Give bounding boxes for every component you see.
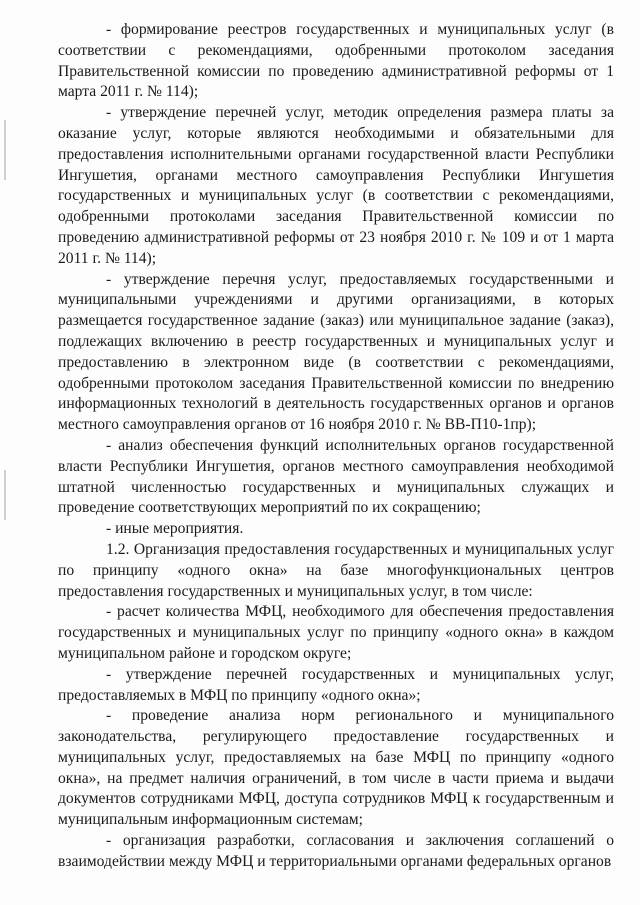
paragraph: - проведение анализа норм регионального и муниципального законодательства, регулирующего предоставление государственных и муниципальных услуг, предоставляемых на базе МФЦ по принципу «одного окна», на предмет наличия ограничений, в том числе в части приема и выдачи документов сотрудниками МФЦ, доступа сотрудников МФЦ к государственным и муниципальным информационным системам; xyxy=(58,707,614,829)
paragraph: - утверждение перечней государственных и муниципальных услуг, предоставляемых в МФЦ по принципу «одного окна»; xyxy=(58,665,614,704)
paragraph: - расчет количества МФЦ, необходимого для обеспечения предоставления государственных и муниципальных услуг по принципу «одного окна» в каждом муниципальном районе и городском округе; xyxy=(58,603,614,662)
paragraph: - утверждение перечня услуг, предоставляемых государственными и муниципальными учреждениями и другими организациями, в которых размещается государственное задание (заказ) или муниципальное задание (заказ), подлежащих включению в реестр государственных и муниципальных услуг и предоставлению в электронном виде (в соответствии с рекомендациями, одобренными протоколом заседания Правительственной комиссии по внедрению информационных технологий в деятельность государственных органов и органов местного самоуправления органов от 16 ноября 2010 г. № ВВ-П10-1пр); xyxy=(58,270,614,434)
paragraph: - иные мероприятия. xyxy=(106,520,244,538)
paragraph: - анализ обеспечения функций исполнительных органов государственной власти Республики Ингушетия, органов местного самоуправления необходимой штатной численностью государственных и муниципальных служащих и проведение соответствующих мероприятий по их сокращению; xyxy=(58,436,614,517)
paragraph: - формирование реестров государственных и муниципальных услуг (в соответствии с рекомендациями, одобренными протоколом заседания Правительственной комиссии по проведению административной реформы от 1 марта 2011 г. № 114); xyxy=(58,21,614,101)
paragraph: - организация разработки, согласования и заключения соглашений о взаимодействии между МФЦ и территориальными органами федеральных органов xyxy=(58,832,614,870)
paragraph: - утверждение перечней услуг, методик определения размера платы за оказание услуг, которые являются необходимыми и обязательными для предоставления исполнительными органами государственной власти Республики Ингушетия, органами местного самоуправления Республики Ингушетия государственных и муниципальных услуг (в соответствии с рекомендациями, одобренными протоколами заседания Правительственной комиссии по проведению административной реформы от 23 ноября 2010 г. № 109 и от 1 марта 2011 г. № 114); xyxy=(58,104,614,267)
scan-artifact xyxy=(4,120,6,180)
paragraph: 1.2. Организация предоставления государственных и муниципальных услуг по принципу «одного окна» на базе многофункциональных центров предоставления государственных и муниципальных услуг, в том числе: xyxy=(58,540,614,600)
scan-artifact xyxy=(4,470,6,520)
document-body xyxy=(58,20,614,873)
